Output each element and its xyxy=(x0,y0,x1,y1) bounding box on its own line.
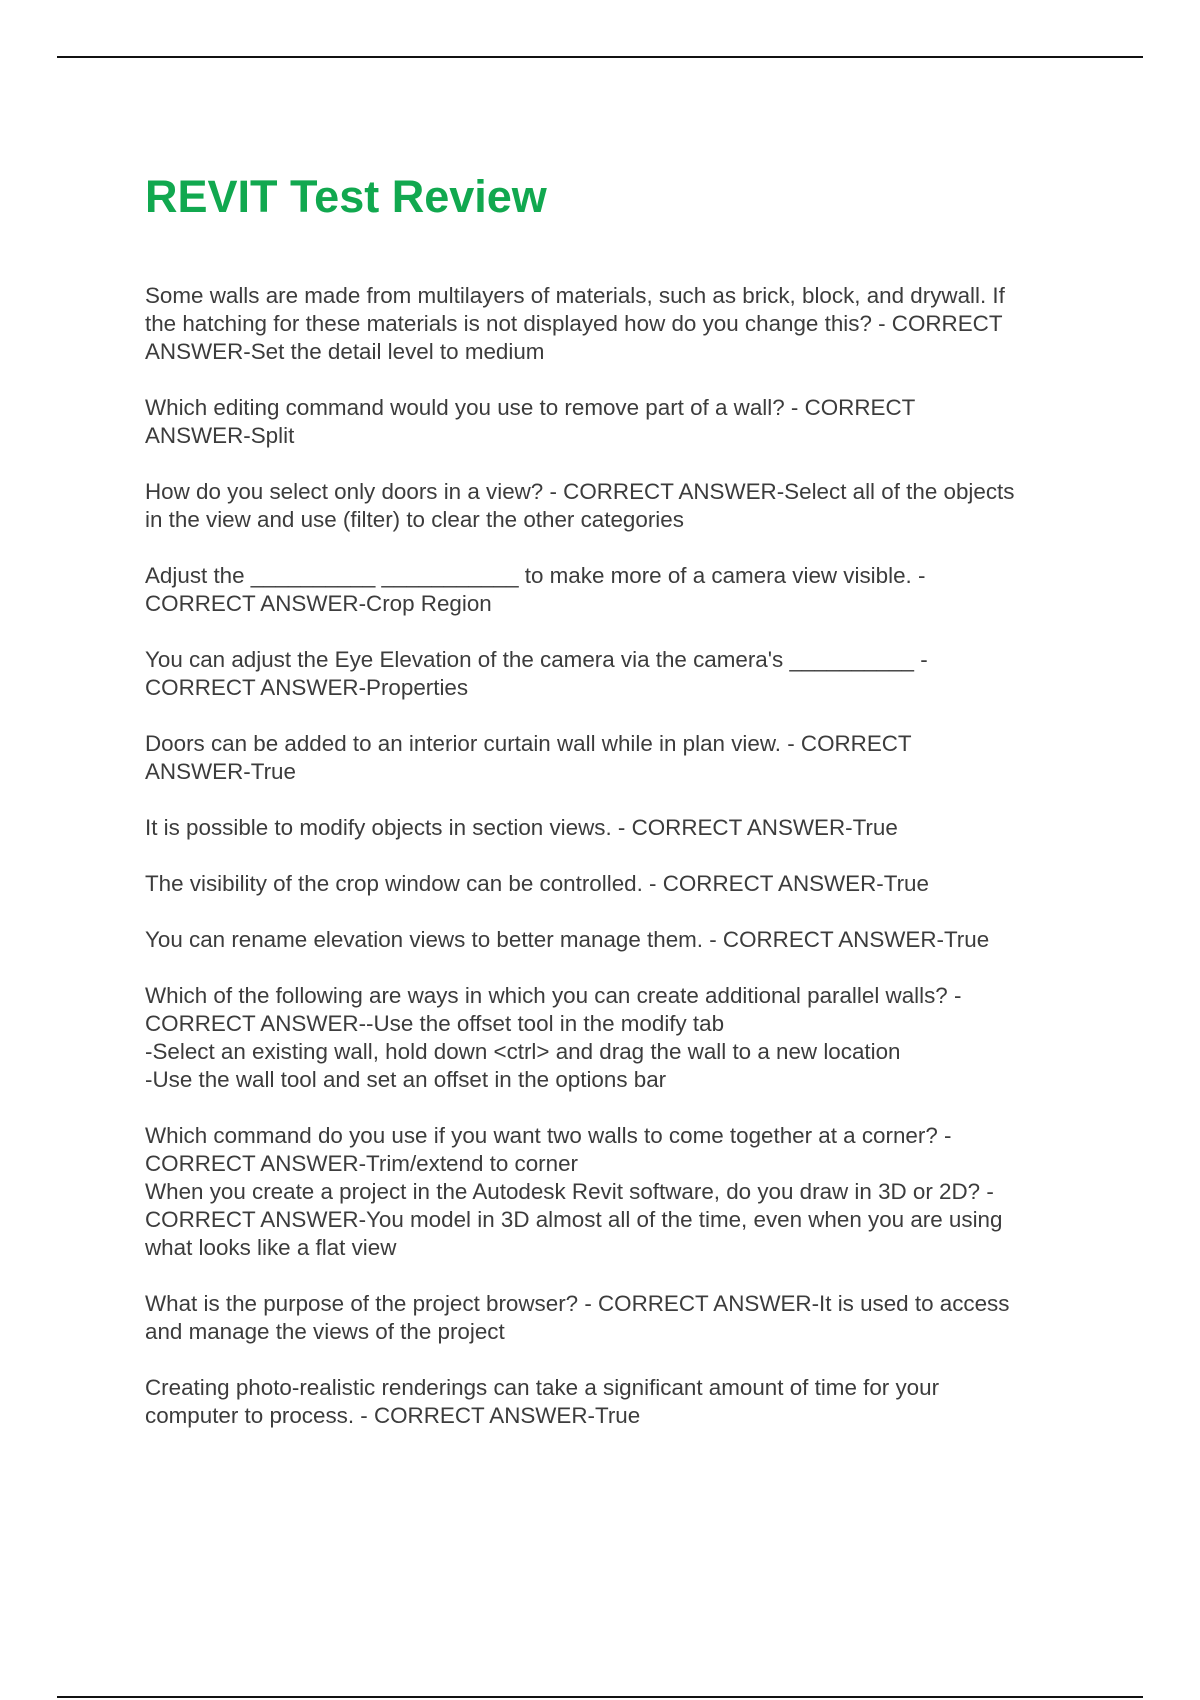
qa-item: The visibility of the crop window can be controlled. - CORRECT ANSWER-True xyxy=(145,871,929,896)
qa-list xyxy=(145,282,1095,1430)
qa-item: Creating photo-realistic renderings can take a significant amount of time for your computer to process. - CORRECT ANSWER-True xyxy=(145,1375,940,1428)
qa-item: Which command do you use if you want two walls to come together at a corner? - CORRECT ANSWER-Trim/extend to corner xyxy=(145,1123,952,1176)
qa-item: Some walls are made from multilayers of materials, such as brick, block, and drywall. If the hatching for these materials is not displayed how do you change this? - CORRECT ANSWER-Set the detail level to medium xyxy=(145,283,1005,364)
qa-item: You can adjust the Eye Elevation of the camera via the camera's __________ - CORRECT ANSWER-Properties xyxy=(145,647,928,700)
qa-item: Doors can be added to an interior curtain wall while in plan view. - CORRECT ANSWER-True xyxy=(145,731,912,784)
document-body xyxy=(145,170,1095,1458)
qa-item: What is the purpose of the project browser? - CORRECT ANSWER-It is used to access and manage the views of the project xyxy=(145,1291,1010,1344)
qa-item: You can rename elevation views to better manage them. - CORRECT ANSWER-True xyxy=(145,927,990,952)
top-rule xyxy=(57,56,1143,58)
qa-item: When you create a project in the Autodesk Revit software, do you draw in 3D or 2D? - CORRECT ANSWER-You model in 3D almost all of the time, even when you are using what looks like a flat view xyxy=(145,1179,1003,1260)
qa-item: It is possible to modify objects in section views. - CORRECT ANSWER-True xyxy=(145,815,898,840)
qa-item: Adjust the __________ ___________ to make more of a camera view visible. - CORRECT ANSWER-Crop Region xyxy=(145,563,926,616)
qa-item: How do you select only doors in a view? - CORRECT ANSWER-Select all of the objects in the view and use (filter) to clear the other categories xyxy=(145,479,1015,532)
document-title: REVIT Test Review xyxy=(145,171,547,222)
qa-item: Which editing command would you use to remove part of a wall? - CORRECT ANSWER-Split xyxy=(145,395,916,448)
bottom-rule xyxy=(57,1696,1143,1698)
qa-item: Which of the following are ways in which you can create additional parallel walls? - CORRECT ANSWER--Use the offset tool in the modify tab -Select an existing wall, hold down <ctrl> and drag the wall to a new location -Use the wall tool and set an offset in the options bar xyxy=(145,983,962,1092)
